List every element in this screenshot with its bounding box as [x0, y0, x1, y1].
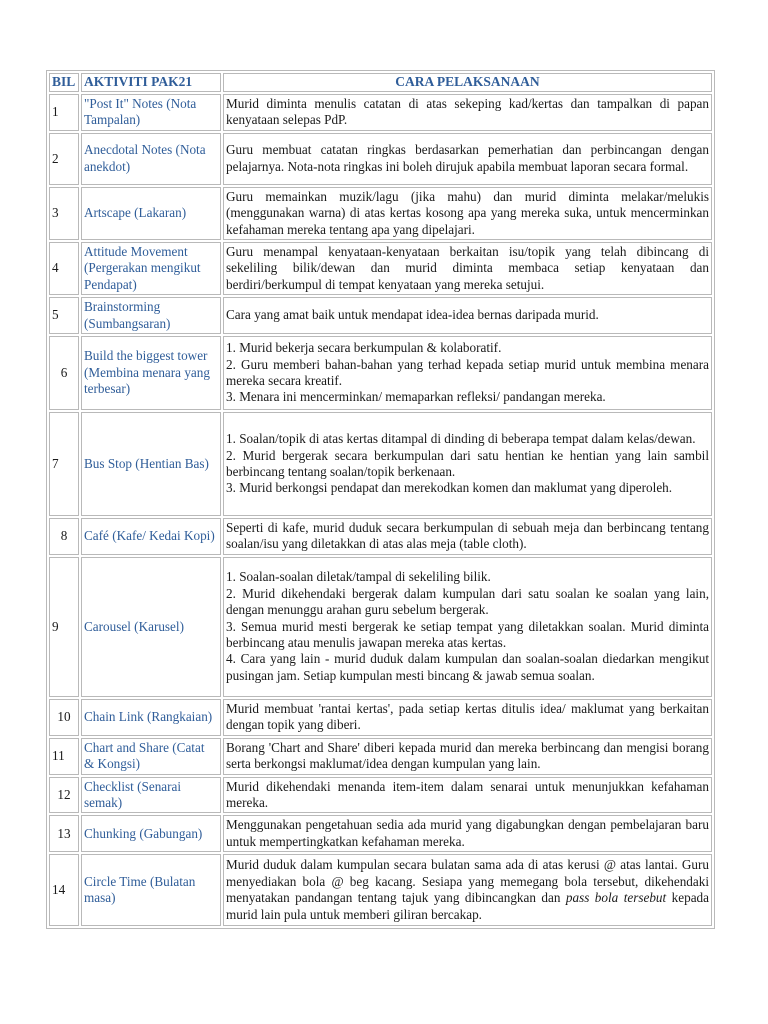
- header-aktiviti: AKTIVITI PAK21: [81, 73, 221, 92]
- table-row: [49, 412, 712, 516]
- table-row: [49, 777, 712, 814]
- description-line: 3. Menara ini mencerminkan/ memaparkan refleksi/ pandangan mereka.: [226, 389, 606, 405]
- header-bil: BIL: [49, 73, 79, 92]
- activity-description: [223, 518, 712, 555]
- description-line: Murid membuat 'rantai kertas', pada setiap kertas ditulis idea/ maklumat yang berkaitan dengan topik yang diberi.: [226, 700, 709, 733]
- activity-name: Build the biggest tower (Membina menara yang terbesar): [81, 336, 221, 410]
- table-row: [49, 94, 712, 131]
- description-line: 2. Guru memberi bahan-bahan yang terhad kepada setiap murid untuk membina menara mereka secara kreatif.: [226, 356, 709, 389]
- header-cara: CARA PELAKSANAAN: [223, 73, 712, 92]
- activity-description: [223, 242, 712, 295]
- description-line: Guru membuat catatan ringkas berdasarkan pemerhatian dan perbincangan dengan pelajarnya. Nota-nota ringkas ini boleh dirujuk apabila membuat laporan secara formal.: [226, 142, 709, 174]
- row-number: 7: [49, 412, 79, 516]
- row-number: 13: [49, 815, 79, 852]
- activity-name: Carousel (Karusel): [81, 557, 221, 697]
- table-row: [49, 242, 712, 295]
- description-line: Guru memainkan muzik/lagu (jika mahu) dan murid diminta melakar/melukis (menggunakan warna) di atas kertas kosong apa yang mereka suka, untuk mencerminkan kefahaman mereka tentang apa yang dipelajari.: [226, 188, 709, 237]
- row-number: 4: [49, 242, 79, 295]
- table-row: [49, 815, 712, 852]
- row-number: 12: [49, 777, 79, 814]
- description-text: kepada murid lain pula untuk memberi giliran bercakap.: [226, 890, 709, 922]
- description-line: 1. Murid bekerja secara berkumpulan & kolaboratif.: [226, 340, 502, 356]
- activity-name: "Post It" Notes (Nota Tampalan): [81, 94, 221, 131]
- table-row: [49, 133, 712, 185]
- activity-description: [223, 815, 712, 852]
- activity-name: Chart and Share (Catat & Kongsi): [81, 738, 221, 775]
- activity-description: [223, 557, 712, 697]
- row-number: 6: [49, 336, 79, 410]
- activity-description: [223, 336, 712, 410]
- description-line: Guru menampal kenyataan-kenyataan berkaitan isu/topik yang telah dibincang di sekeliling bilik/dewan dan murid diminta membaca setiap kenyataan dan berdiri/berkumpul di tempat kenyataan yang mereka setujui.: [226, 244, 709, 292]
- activity-name: Attitude Movement (Pergerakan mengikut Pendapat): [81, 242, 221, 295]
- table-row: [49, 557, 712, 697]
- row-number: 2: [49, 133, 79, 185]
- description-line: Seperti di kafe, murid duduk secara berkumpulan di sebuah meja dan berbincang tentang soalan/isu yang diletakkan di atas alas meja (table cloth).: [226, 520, 709, 552]
- activity-name: Artscape (Lakaran): [81, 187, 221, 240]
- description-line: 3. Semua murid mesti bergerak ke setiap tempat yang diletakkan soalan. Murid diminta berbincang atau menulis jawapan mereka atas kertas.: [226, 618, 709, 651]
- table-row: [49, 297, 712, 334]
- description-line: 2. Murid bergerak secara berkumpulan dari satu hentian ke hentian yang lain sambil berbincang tentang soalan/topik berkenaan.: [226, 447, 709, 480]
- activity-description: [223, 133, 712, 185]
- activity-name: Café (Kafe/ Kedai Kopi): [81, 518, 221, 555]
- row-number: 11: [49, 738, 79, 775]
- table-row: [49, 854, 712, 926]
- description-line: Menggunakan pengetahuan sedia ada murid yang digabungkan dengan pembelajaran baru untuk mempertingkatkan kefahaman mereka.: [226, 817, 709, 849]
- activity-name: Checklist (Senarai semak): [81, 777, 221, 814]
- row-number: 3: [49, 187, 79, 240]
- description-line: Murid dikehendaki menanda item-item dalam senarai untuk menunjukkan kefahaman mereka.: [226, 778, 709, 810]
- activity-description: [223, 297, 712, 334]
- pak21-table: [46, 70, 715, 929]
- row-number: 9: [49, 557, 79, 697]
- description-line: 1. Soalan/topik di atas kertas ditampal di dinding di beberapa tempat dalam kelas/dewan.: [226, 431, 696, 447]
- activity-description: [223, 699, 712, 736]
- description-emphasis: pass bola tersebut: [565, 890, 667, 906]
- row-number: 14: [49, 854, 79, 926]
- activity-name: Circle Time (Bulatan masa): [81, 854, 221, 926]
- table-row: [49, 518, 712, 555]
- row-number: 10: [49, 699, 79, 736]
- table-row: [49, 738, 712, 775]
- description-line: 3. Murid berkongsi pendapat dan merekodkan komen dan maklumat yang diperoleh.: [226, 480, 673, 496]
- activity-name: Brainstorming (Sumbangsaran): [81, 297, 221, 334]
- description-line: 4. Cara yang lain - murid duduk dalam kumpulan dan soalan-soalan diedarkan mengikut pusingan jam. Setiap kumpulan mesti bincang & jawab semua soalan.: [226, 651, 709, 683]
- table-row: [49, 336, 712, 410]
- activity-description: [223, 94, 712, 131]
- table-row: [49, 187, 712, 240]
- description-line: Murid diminta menulis catatan di atas sekeping kad/kertas dan tampalkan di papan kenyataan selepas PdP.: [226, 96, 709, 128]
- activity-description: [223, 854, 712, 926]
- activity-name: Chunking (Gabungan): [81, 815, 221, 852]
- description-line: Borang 'Chart and Share' diberi kepada murid dan mereka berbincang dan mengisi borang serta berkongsi maklumat/idea dengan kumpulan yang lain.: [226, 739, 709, 772]
- activity-description: [223, 777, 712, 814]
- row-number: 8: [49, 518, 79, 555]
- activity-description: [223, 412, 712, 516]
- activity-name: Bus Stop (Hentian Bas): [81, 412, 221, 516]
- description-text: Murid duduk dalam kumpulan secara bulatan sama ada di atas kerusi @ atas lantai. Guru menyediakan bola @ beg kacang. Sesiapa yang memegang bola tersebut, dikehendaki menyatakan pandangan tentang tajuk yang dibincangkan dan: [226, 857, 709, 906]
- description-line: Cara yang amat baik untuk mendapat idea-idea bernas daripada murid.: [226, 307, 599, 323]
- activity-name: Anecdotal Notes (Nota anekdot): [81, 133, 221, 185]
- table-row: [49, 699, 712, 736]
- header-row: [49, 73, 712, 92]
- description-line: 1. Soalan-soalan diletak/tampal di sekeliling bilik.: [226, 569, 491, 585]
- activity-description: [223, 738, 712, 775]
- description-line: 2. Murid dikehendaki bergerak dalam kumpulan dari satu soalan ke soalan yang lain, dengan menunggu arahan guru sebelum bergerak.: [226, 585, 709, 618]
- activity-description: [223, 187, 712, 240]
- row-number: 5: [49, 297, 79, 334]
- activity-name: Chain Link (Rangkaian): [81, 699, 221, 736]
- row-number: 1: [49, 94, 79, 131]
